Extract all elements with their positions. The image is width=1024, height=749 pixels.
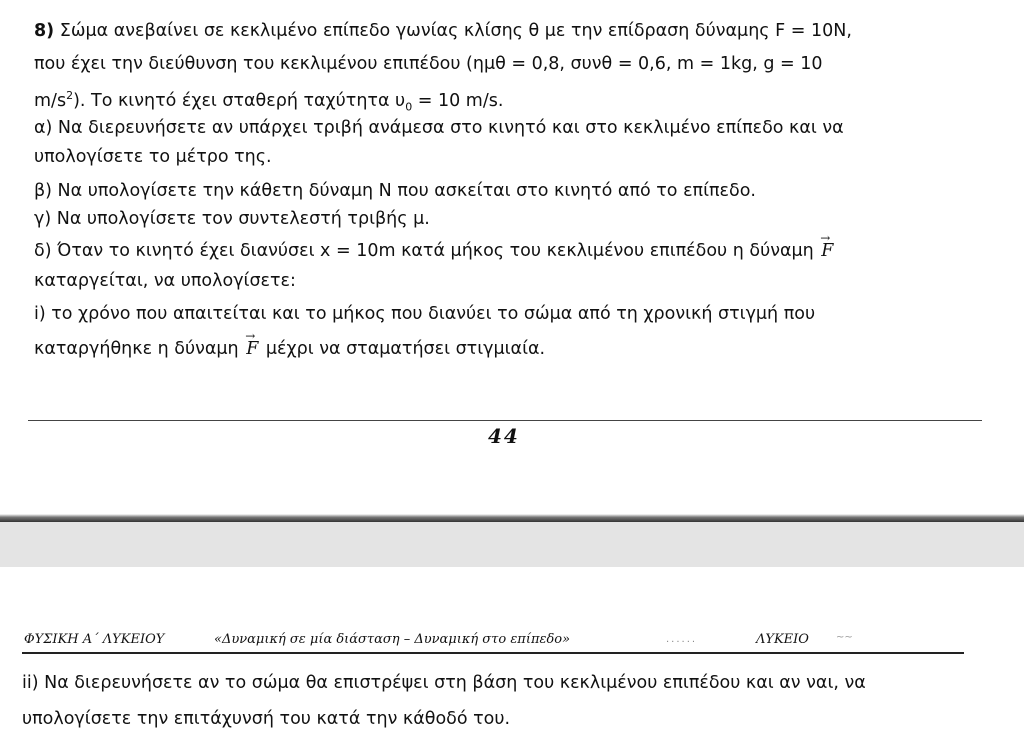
subscript-0: 0 [405,100,413,114]
problem-line-2: που έχει την διεύθυνση του κεκλιμένου επιπέδου (ημθ = 0,8, συνθ = 0,6, m = 1kg, g = 10 [34,54,823,74]
question-d-line-1 [34,240,835,262]
question-b: β) Να υπολογίσετε την κάθετη δύναμη Ν που ασκείται στο κινητό από το επίπεδο. [34,181,756,201]
question-i-text-b: μέχρι να σταματήσει στιγμιαία. [260,339,546,359]
speed-value: = 10 m/s. [412,90,504,111]
question-c: γ) Να υπολογίσετε τον συντελεστή τριβής μ. [34,209,430,229]
question-ii-line-1: ii) Να διερευνήσετε αν το σώμα θα επιστρέψει στη βάση του κεκλιμένου επιπέδου και αν ναι, να [22,673,866,693]
header-rule [22,652,964,654]
page-gap [0,522,1024,567]
header-dots: ...... [666,634,698,645]
page-bottom-edge [0,514,1024,522]
question-a-line-1: α) Να διερευνήσετε αν υπάρχει τριβή ανάμεσα στο κινητό και στο κεκλιμένο επίπεδο και να [34,118,844,138]
question-i-text-a: καταργήθηκε η δύναμη [34,339,245,359]
header-chapter: «Δυναμική σε μία διάσταση – Δυναμική στο επίπεδο» [214,632,571,647]
problem-line-1 [34,20,852,42]
header-smudge: ~~ [836,632,853,643]
force-vector-symbol: → F [819,240,835,262]
question-d-text: δ) Όταν το κινητό έχει διανύσει x = 10m κατά μήκος του κεκλιμένου επιπέδου η δύναμη [34,241,820,261]
header-subject: ΦΥΣΙΚΗ Α΄ ΛΥΚΕΙΟΥ [24,632,165,647]
problem-line-3 [34,85,503,118]
question-d-line-2: καταργείται, να υπολογίσετε: [34,271,296,291]
problem-intro-3: ). Το κινητό έχει σταθερή ταχύτητα υ [73,90,406,111]
problem-number: 8) [34,21,55,41]
superscript-2: 2 [66,89,74,102]
question-i-line-2 [34,338,545,360]
question-i-line-1: i) το χρόνο που απαιτείται και το μήκος που διανύει το σώμα από τη χρονική στιγμή που [34,304,816,324]
force-vector-symbol-2: → F [244,338,260,360]
problem-intro-1: Σώμα ανεβαίνει σε κεκλιμένο επίπεδο γωνίας κλίσης θ με την επίδραση δύναμης F = 10N, [59,21,852,41]
header-school: ΛΥΚΕΙΟ [756,632,809,647]
page-number: 44 [488,424,520,448]
question-a-line-2: υπολογίσετε το μέτρο της. [34,147,272,167]
question-ii-line-2: υπολογίσετε την επιτάχυνσή του κατά την κάθοδό του. [22,709,511,729]
unit-ms: m/s [34,90,67,111]
footer-rule [28,420,982,421]
